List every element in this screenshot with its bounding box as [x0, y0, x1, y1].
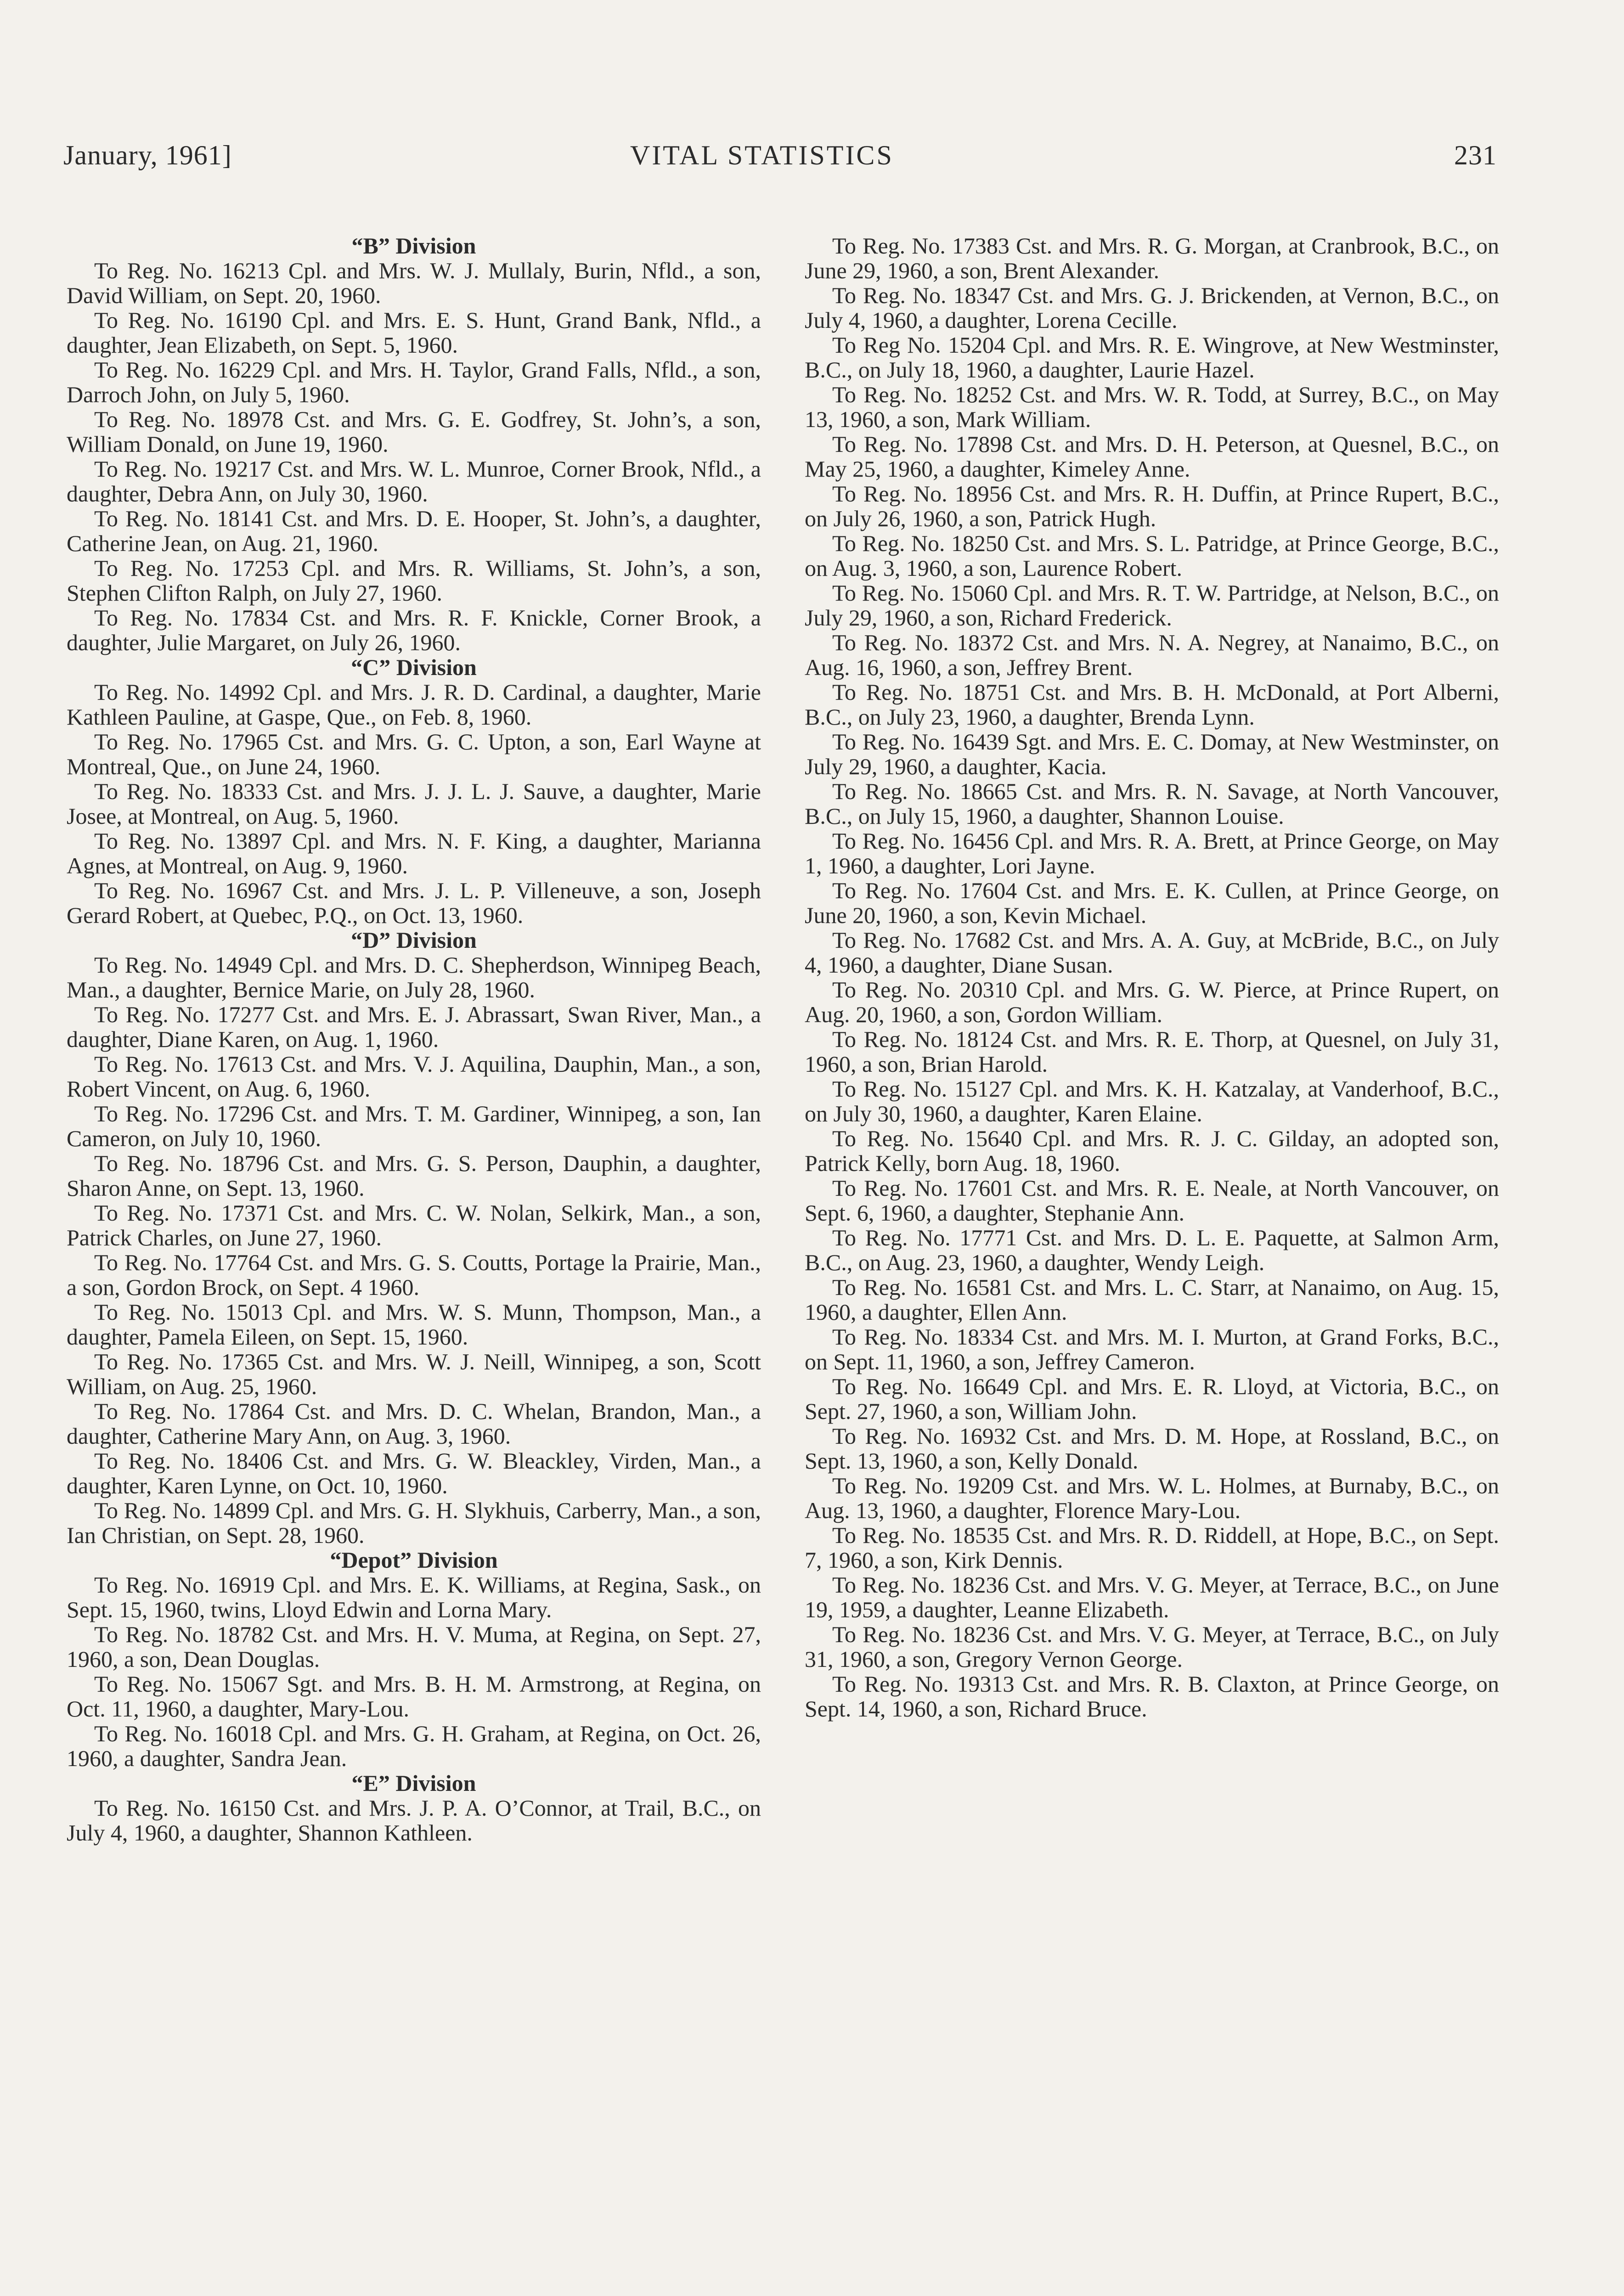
birth-entry: To Reg. No. 19217 Cst. and Mrs. W. L. Munroe, Corner Brook, Nfld., a daughter, Debra Ann, on July 30, 1960.: [67, 456, 761, 506]
birth-entry: To Reg. No. 19209 Cst. and Mrs. W. L. Holmes, at Burnaby, B.C., on Aug. 13, 1960, a daughter, Florence Mary-Lou.: [805, 1473, 1499, 1523]
birth-entry: To Reg. No. 15127 Cpl. and Mrs. K. H. Katzalay, at Vanderhoof, B.C., on July 30, 1960, a daughter, Karen Elaine.: [805, 1076, 1499, 1126]
birth-entry: To Reg. No. 15060 Cpl. and Mrs. R. T. W. Partridge, at Nelson, B.C., on July 29, 1960, a son, Richard Frederick.: [805, 580, 1499, 630]
birth-entry: To Reg No. 15204 Cpl. and Mrs. R. E. Wingrove, at New Westminster, B.C., on July 18, 1960, a daughter, Laurie Hazel.: [805, 332, 1499, 383]
birth-entry: To Reg. No. 18406 Cst. and Mrs. G. W. Bleackley, Virden, Man., a daughter, Karen Lynne, on Oct. 10, 1960.: [67, 1448, 761, 1498]
running-header-title: VITAL STATISTICS: [630, 140, 894, 170]
birth-entry: To Reg. No. 16018 Cpl. and Mrs. G. H. Graham, at Regina, on Oct. 26, 1960, a daughter, Sandra Jean.: [67, 1721, 761, 1771]
birth-entry: To Reg. No. 17613 Cst. and Mrs. V. J. Aquilina, Dauphin, Man., a son, Robert Vincent, on Aug. 6, 1960.: [67, 1051, 761, 1102]
birth-entry: To Reg. No. 18236 Cst. and Mrs. V. G. Meyer, at Terrace, B.C., on June 19, 1959, a daughter, Leanne Elizabeth.: [805, 1572, 1499, 1622]
birth-entry: To Reg. No. 16229 Cpl. and Mrs. H. Taylor, Grand Falls, Nfld., a son, Darroch John, on July 5, 1960.: [67, 357, 761, 407]
birth-entry: To Reg. No. 16439 Sgt. and Mrs. E. C. Domay, at New Westminster, on July 29, 1960, a daughter, Kacia.: [805, 729, 1499, 779]
birth-entry: To Reg. No. 17764 Cst. and Mrs. G. S. Coutts, Portage la Prairie, Man., a son, Gordon Brock, on Sept. 4 1960.: [67, 1249, 761, 1300]
birth-entry: To Reg. No. 19313 Cst. and Mrs. R. B. Claxton, at Prince George, on Sept. 14, 1960, a son, Richard Bruce.: [805, 1671, 1499, 1722]
birth-entry: To Reg. No. 18751 Cst. and Mrs. B. H. McDonald, at Port Alberni, B.C., on July 23, 1960, a daughter, Brenda Lynn.: [805, 679, 1499, 730]
birth-entry: To Reg. No. 16581 Cst. and Mrs. L. C. Starr, at Nanaimo, on Aug. 15, 1960, a daughter, Ellen Ann.: [805, 1274, 1499, 1325]
birth-entry: To Reg. No. 15067 Sgt. and Mrs. B. H. M. Armstrong, at Regina, on Oct. 11, 1960, a daughter, Mary-Lou.: [67, 1671, 761, 1722]
birth-entry: To Reg. No. 17898 Cst. and Mrs. D. H. Peterson, at Quesnel, B.C., on May 25, 1960, a daughter, Kimeley Anne.: [805, 431, 1499, 482]
page-number: 231: [1454, 140, 1497, 170]
birth-entry: To Reg. No. 17864 Cst. and Mrs. D. C. Whelan, Brandon, Man., a daughter, Catherine Mary Ann, on Aug. 3, 1960.: [67, 1398, 761, 1449]
left-column: [67, 233, 761, 1845]
birth-entry: To Reg. No. 17365 Cst. and Mrs. W. J. Neill, Winnipeg, a son, Scott William, on Aug. 25, 1960.: [67, 1349, 761, 1399]
birth-entry: To Reg. No. 16190 Cpl. and Mrs. E. S. Hunt, Grand Bank, Nfld., a daughter, Jean Elizabeth, on Sept. 5, 1960.: [67, 307, 761, 358]
birth-entry: To Reg. No. 18334 Cst. and Mrs. M. I. Murton, at Grand Forks, B.C., on Sept. 11, 1960, a son, Jeffrey Cameron.: [805, 1324, 1499, 1374]
birth-entry: To Reg. No. 17965 Cst. and Mrs. G. C. Upton, a son, Earl Wayne at Montreal, Que., on June 24, 1960.: [67, 729, 761, 779]
birth-entry: To Reg. No. 16919 Cpl. and Mrs. E. K. Williams, at Regina, Sask., on Sept. 15, 1960, twins, Lloyd Edwin and Lorna Mary.: [67, 1572, 761, 1622]
division-heading: “E” Division: [351, 1770, 476, 1796]
birth-entry: To Reg. No. 18333 Cst. and Mrs. J. J. L. J. Sauve, a daughter, Marie Josee, at Montreal, on Aug. 5, 1960.: [67, 778, 761, 829]
birth-entry: To Reg. No. 17371 Cst. and Mrs. C. W. Nolan, Selkirk, Man., a son, Patrick Charles, on June 27, 1960.: [67, 1200, 761, 1250]
division-heading: “D” Division: [351, 927, 477, 953]
birth-entry: To Reg. No. 18252 Cst. and Mrs. W. R. Todd, at Surrey, B.C., on May 13, 1960, a son, Mark William.: [805, 382, 1499, 432]
birth-entry: To Reg. No. 16456 Cpl. and Mrs. R. A. Brett, at Prince George, on May 1, 1960, a daughter, Lori Jayne.: [805, 828, 1499, 878]
birth-entry: To Reg. No. 13897 Cpl. and Mrs. N. F. King, a daughter, Marianna Agnes, at Montreal, on Aug. 9, 1960.: [67, 828, 761, 878]
birth-entry: To Reg. No. 18124 Cst. and Mrs. R. E. Thorp, at Quesnel, on July 31, 1960, a son, Brian Harold.: [805, 1026, 1499, 1077]
birth-entry: To Reg. No. 14949 Cpl. and Mrs. D. C. Shepherdson, Winnipeg Beach, Man., a daughter, Bernice Marie, on July 28, 1960.: [67, 952, 761, 1002]
birth-entry: To Reg. No. 15640 Cpl. and Mrs. R. J. C. Gilday, an adopted son, Patrick Kelly, born Aug. 18, 1960.: [805, 1125, 1499, 1176]
birth-entry: To Reg. No. 16932 Cst. and Mrs. D. M. Hope, at Rossland, B.C., on Sept. 13, 1960, a son, Kelly Donald.: [805, 1423, 1499, 1474]
birth-entry: To Reg. No. 17383 Cst. and Mrs. R. G. Morgan, at Cranbrook, B.C., on June 29, 1960, a son, Brent Alexander.: [805, 233, 1499, 283]
birth-entry: To Reg. No. 18978 Cst. and Mrs. G. E. Godfrey, St. John’s, a son, William Donald, on June 19, 1960.: [67, 406, 761, 457]
birth-entry: To Reg. No. 17834 Cst. and Mrs. R. F. Knickle, Corner Brook, a daughter, Julie Margaret, on July 26, 1960.: [67, 605, 761, 655]
birth-entry: To Reg. No. 18665 Cst. and Mrs. R. N. Savage, at North Vancouver, B.C., on July 15, 1960, a daughter, Shannon Louise.: [805, 778, 1499, 829]
birth-entry: To Reg. No. 18250 Cst. and Mrs. S. L. Patridge, at Prince George, B.C., on Aug. 3, 1960, a son, Laurence Robert.: [805, 530, 1499, 581]
birth-entry: To Reg. No. 18347 Cst. and Mrs. G. J. Brickenden, at Vernon, B.C., on July 4, 1960, a daughter, Lorena Cecille.: [805, 282, 1499, 333]
birth-entry: To Reg. No. 17771 Cst. and Mrs. D. L. E. Paquette, at Salmon Arm, B.C., on Aug. 23, 1960, a daughter, Wendy Leigh.: [805, 1225, 1499, 1275]
birth-entry: To Reg. No. 18236 Cst. and Mrs. V. G. Meyer, at Terrace, B.C., on July 31, 1960, a son, Gregory Vernon George.: [805, 1621, 1499, 1672]
birth-entry: To Reg. No. 17604 Cst. and Mrs. E. K. Cullen, at Prince George, on June 20, 1960, a son, Kevin Michael.: [805, 878, 1499, 928]
birth-entry: To Reg. No. 17601 Cst. and Mrs. R. E. Neale, at North Vancouver, on Sept. 6, 1960, a daughter, Stephanie Ann.: [805, 1175, 1499, 1226]
birth-entry: To Reg. No. 14899 Cpl. and Mrs. G. H. Slykhuis, Carberry, Man., a son, Ian Christian, on Sept. 28, 1960.: [67, 1497, 761, 1548]
birth-entry: To Reg. No. 16213 Cpl. and Mrs. W. J. Mullaly, Burin, Nfld., a son, David William, on Sept. 20, 1960.: [67, 258, 761, 308]
birth-entry: To Reg. No. 14992 Cpl. and Mrs. J. R. D. Cardinal, a daughter, Marie Kathleen Pauline, at Gaspe, Que., on Feb. 8, 1960.: [67, 679, 761, 730]
birth-entry: To Reg. No. 18535 Cst. and Mrs. R. D. Riddell, at Hope, B.C., on Sept. 7, 1960, a son, Kirk Dennis.: [805, 1522, 1499, 1573]
birth-entry: To Reg. No. 16967 Cst. and Mrs. J. L. P. Villeneuve, a son, Joseph Gerard Robert, at Quebec, P.Q., on Oct. 13, 1960.: [67, 878, 761, 928]
birth-entry: To Reg. No. 17682 Cst. and Mrs. A. A. Guy, at McBride, B.C., on July 4, 1960, a daughter, Diane Susan.: [805, 927, 1499, 978]
birth-entry: To Reg. No. 17277 Cst. and Mrs. E. J. Abrassart, Swan River, Man., a daughter, Diane Karen, on Aug. 1, 1960.: [67, 1002, 761, 1052]
birth-entry: To Reg. No. 20310 Cpl. and Mrs. G. W. Pierce, at Prince Rupert, on Aug. 20, 1960, a son, Gordon William.: [805, 977, 1499, 1027]
birth-entry: To Reg. No. 17296 Cst. and Mrs. T. M. Gardiner, Winnipeg, a son, Ian Cameron, on July 10, 1960.: [67, 1101, 761, 1151]
birth-entry: To Reg. No. 18782 Cst. and Mrs. H. V. Muma, at Regina, on Sept. 27, 1960, a son, Dean Douglas.: [67, 1621, 761, 1672]
division-heading: “C” Division: [351, 654, 477, 680]
birth-entry: To Reg. No. 17253 Cpl. and Mrs. R. Williams, St. John’s, a son, Stephen Clifton Ralph, on July 27, 1960.: [67, 555, 761, 606]
division-heading: “B” Division: [351, 233, 476, 259]
birth-entry: To Reg. No. 18956 Cst. and Mrs. R. H. Duffin, at Prince Rupert, B.C., on July 26, 1960, a son, Patrick Hugh.: [805, 481, 1499, 531]
birth-entry: To Reg. No. 18796 Cst. and Mrs. G. S. Person, Dauphin, a daughter, Sharon Anne, on Sept. 13, 1960.: [67, 1150, 761, 1201]
birth-entry: To Reg. No. 16649 Cpl. and Mrs. E. R. Lloyd, at Victoria, B.C., on Sept. 27, 1960, a son, William John.: [805, 1373, 1499, 1424]
birth-entry: To Reg. No. 16150 Cst. and Mrs. J. P. A. O’Connor, at Trail, B.C., on July 4, 1960, a daughter, Shannon Kathleen.: [67, 1795, 761, 1846]
birth-entry: To Reg. No. 18372 Cst. and Mrs. N. A. Negrey, at Nanaimo, B.C., on Aug. 16, 1960, a son, Jeffrey Brent.: [805, 630, 1499, 680]
division-heading: “Depot” Division: [330, 1547, 498, 1573]
running-header-date: January, 1961]: [63, 140, 232, 170]
right-column: [805, 233, 1499, 1721]
birth-entry: To Reg. No. 15013 Cpl. and Mrs. W. S. Munn, Thompson, Man., a daughter, Pamela Eileen, on Sept. 15, 1960.: [67, 1299, 761, 1350]
birth-entry: To Reg. No. 18141 Cst. and Mrs. D. E. Hooper, St. John’s, a daughter, Catherine Jean, on Aug. 21, 1960.: [67, 506, 761, 556]
